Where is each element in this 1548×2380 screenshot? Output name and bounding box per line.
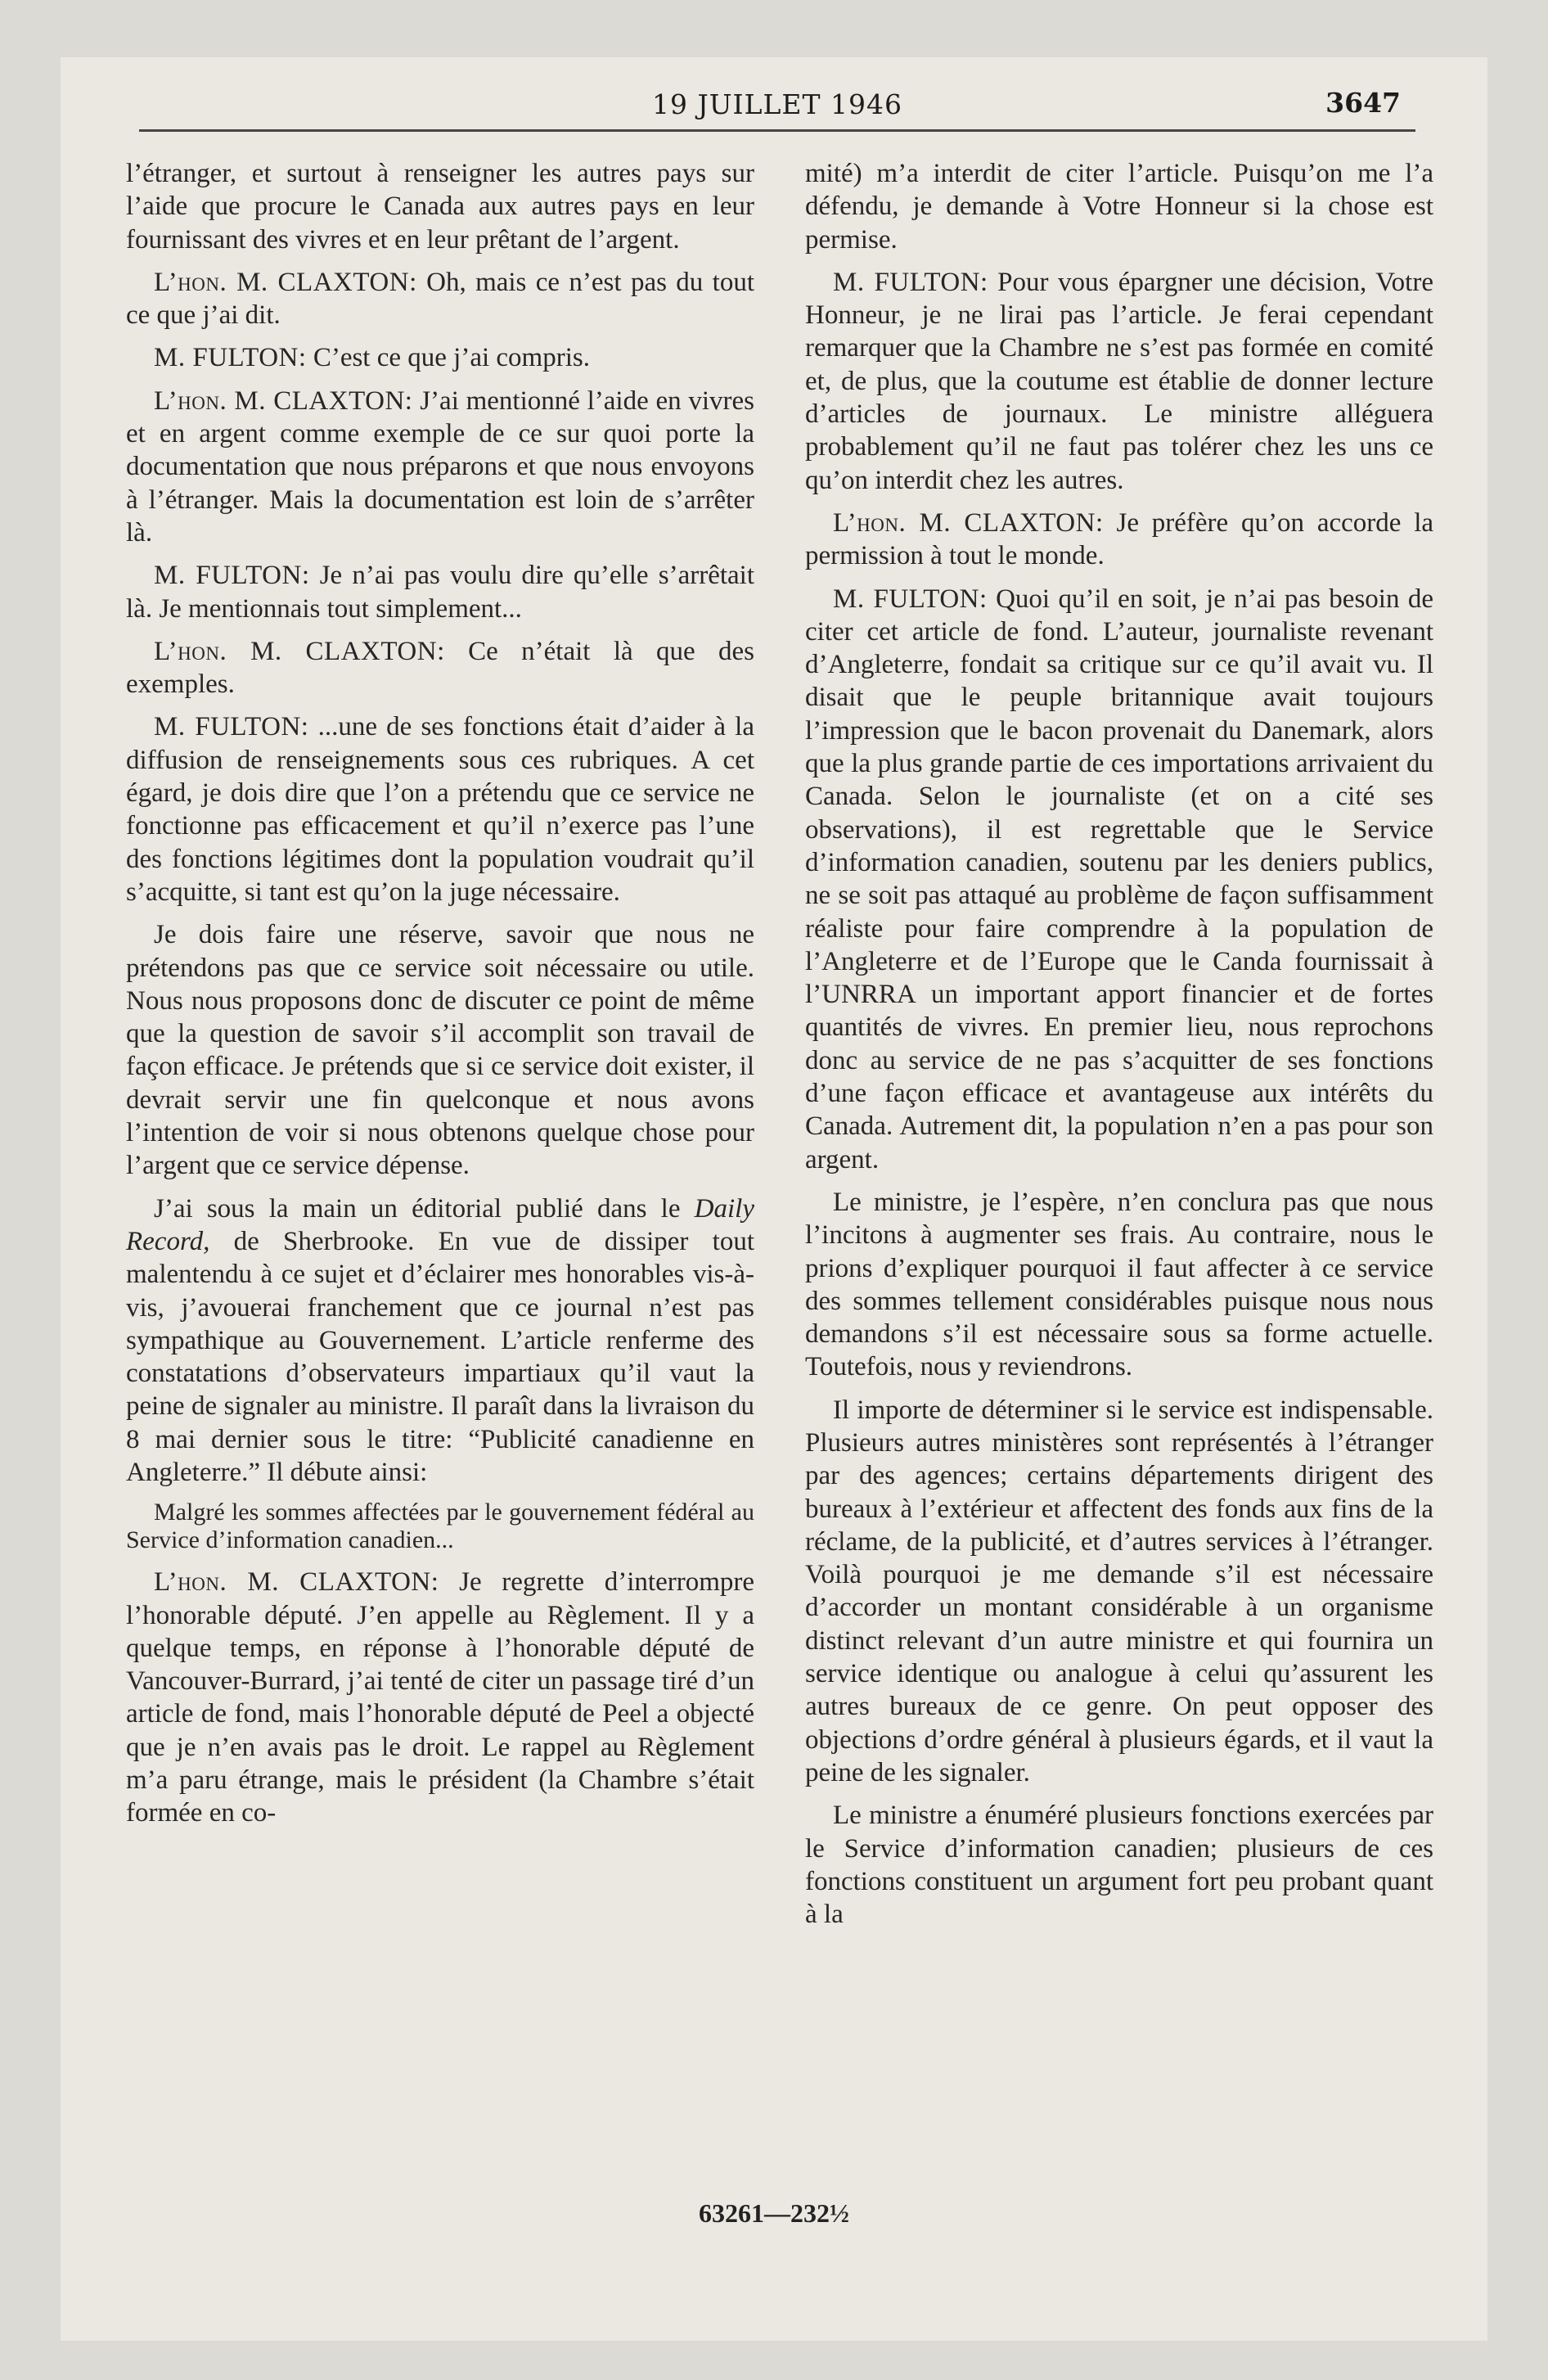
speaker: L’hon. M. CLAXTON: [154, 1567, 439, 1598]
speaker: M. FULTON: [154, 343, 307, 373]
paragraph [126, 266, 754, 332]
speaker: M. FULTON: [833, 267, 988, 297]
speaker: L’hon. M. CLAXTON: [154, 385, 413, 416]
speech-text: Je regrette d’interrompre l’honorable député. J’en appelle au Règlement. Il y a quelque temps, en réponse à l’honorable député de Vancouver-Burrard, j’ai tenté de citer un passage tiré d’un article de fond, mais l’honorable député de Peel a objecté que je n’en avais pas le droit. Le rappel au Règlement m’a paru étrange, mais le président (la Chambre s’était formée en co- [126, 1567, 754, 1828]
paragraph: mité) m’a interdit de citer l’article. Puisqu’on me l’a défendu, je demande à Votre Honneur si la chose est permise. [805, 159, 1433, 255]
speaker: L’hon. M. CLAXTON: [154, 636, 445, 666]
text: de Sherbrooke. En vue de dissiper tout malentendu à ce sujet et d’éclairer mes honorables vis-à-vis, j’avouerai franchement que ce journal n’est pas sympathique au Gouvernement. L’article renferme des constatations d’observateurs impartiaux qu’il vaut la peine de signaler au ministre. Il paraît dans la livraison du 8 mai dernier sous le titre: “Publicité canadienne en Angleterre.” Il débute ainsi: [126, 1226, 755, 1487]
printer-signature: 63261—232½ [699, 2198, 849, 2228]
newspaper-title: Daily Record, [126, 1193, 754, 1256]
right-column [805, 157, 1433, 1941]
paragraph [126, 341, 754, 374]
speaker: L’hon. M. CLAXTON: [833, 507, 1104, 538]
paragraph [126, 710, 754, 908]
speech-text: Je préfère qu’on accorde la permission à tout le monde. [805, 507, 1434, 571]
paragraph [126, 1192, 754, 1490]
speaker: M. FULTON: [154, 561, 310, 591]
paragraph: Le ministre a énuméré plusieurs fonctions exercées par le Service d’information canadien; plusieurs de ces fonctions constituent un argument fort peu probant quant à la [805, 1801, 1433, 1930]
paragraph [126, 635, 754, 701]
speech-text: C’est ce que j’ai compris. [313, 343, 590, 373]
speaker: M. FULTON: [833, 584, 988, 614]
speech-text: Quoi qu’il en soit, je n’ai pas besoin de citer cet article de fond. L’auteur, journaliste revenant d’Angleterre, fondait sa critique sur ce qu’il avait vu. Il disait que le peuple britannique avait toujours l’impression que le bacon provenait du Danemark, alors que la plus grande partie de ces importations arrivaient du Canada. Selon le journaliste (et on a cité ses observations), il est regrettable que le Service d’information canadien, soutenu par les deniers publics, ne se soit pas attaqué au problème de façon suffisamment réaliste pour faire comprendre à la population de l’Angleterre et de l’Europe que le Canda fournissait à l’UNRRA un important apport financier et de fortes quantités de vivres. En premier lieu, nous reprochons donc au service de ne pas s’acquitter de ses fonctions d’une façon efficace et avantageuse aux intérêts du Canada. Autrement dit, la population n’en a pas pour son argent. [805, 584, 1433, 1174]
speech-text: ...une de ses fonctions était d’aider à la diffusion de renseignements sous ces rubriques. A cet égard, je dois dire que l’on a prétendu que ce service ne fonctionne pas efficacement et qu’il n’exerce pas l’une des fonctions légitimes dont la population voudrait qu’il s’acquitte, si tant est qu’on la juge nécessaire. [126, 712, 754, 907]
block-quote: Malgré les sommes affectées par le gouvernement fédéral au Service d’information canadien... [126, 1499, 754, 1554]
paragraph: Je dois faire une réserve, savoir que nous ne prétendons pas que ce service soit nécessaire ou utile. Nous nous proposons donc de discuter ce point de même que la question de savoir s’il accomplit son travail de façon efficace. Je prétends que si ce service doit exister, il devrait servir une fin quelconque et nous avons l’intention de voir si nous obtenons quelque chose pour l’argent que ce service dépense. [126, 920, 754, 1181]
paragraph: l’étranger, et surtout à renseigner les autres pays sur l’aide que procure le Canada aux autres pays en leur fournissant des vivres et en leur prêtant de l’argent. [126, 159, 754, 255]
speaker: M. FULTON: [154, 712, 309, 742]
paragraph [126, 559, 754, 625]
speech-text: J’ai mentionné l’aide en vivres et en argent comme exemple de ce sur quoi porte la documentation que nous préparons et que nous envoyons à l’étranger. Mais la documentation est loin de s’arrêter là. [126, 385, 754, 548]
paragraph: Il importe de déterminer si le service est indispensable. Plusieurs autres ministères sont représentés à l’étranger par des agences; certains départements dirigent des bureaux à l’extérieur et affectent des fonds aux fins de la réclame, de la publicité, et d’autres services à l’étranger. Voilà pourquoi je me demande s’il est nécessaire d’accorder un montant considérable à un organisme distinct relevant d’un autre ministre et qui fournira un service identique ou analogue à celui qu’assurent les autres bureaux de ce genre. On peut opposer des objections d’ordre général à plusieurs égards, et il vaut la peine de les signaler. [805, 1395, 1433, 1787]
paragraph [126, 385, 754, 549]
speech-text: Oh, mais ce n’est pas du tout ce que j’ai dit. [126, 267, 754, 331]
paragraph [126, 1566, 754, 1829]
paragraph [805, 266, 1433, 497]
page-number: 3647 [1325, 87, 1401, 119]
page-date: 19 JUILLET 1946 [652, 88, 902, 120]
paragraph [805, 583, 1433, 1176]
left-column [126, 157, 754, 1840]
paragraph: Le ministre, je l’espère, n’en conclura pas que nous l’incitons à augmenter ses frais. Au contraire, nous le prions d’expliquer pourquoi il faut affecter à ce service des sommes tellement considérables puisque nous nous demandons s’il est nécessaire sous sa forme actuelle. Toutefois, nous y reviendrons. [805, 1187, 1433, 1382]
running-head [139, 80, 1415, 132]
speaker: L’hon. M. CLAXTON: [154, 267, 417, 297]
speech-text: Pour vous épargner une décision, Votre Honneur, je ne lirai pas l’article. Je ferai cependant remarquer que la Chambre ne s’est pas formée en comité et, de plus, que la coutume est établie de donner lecture d’articles de journaux. Le ministre alléguera probablement qu’il ne faut pas tolérer chez les uns ce qu’on interdit chez les autres. [805, 267, 1433, 495]
speech-text: Ce n’était là que des exemples. [126, 636, 755, 700]
text: J’ai sous la main un éditorial publié dans le [154, 1193, 681, 1224]
speech-text: Je n’ai pas voulu dire qu’elle s’arrêtait là. Je mentionnais tout simplement... [126, 561, 754, 624]
paragraph [805, 507, 1433, 573]
